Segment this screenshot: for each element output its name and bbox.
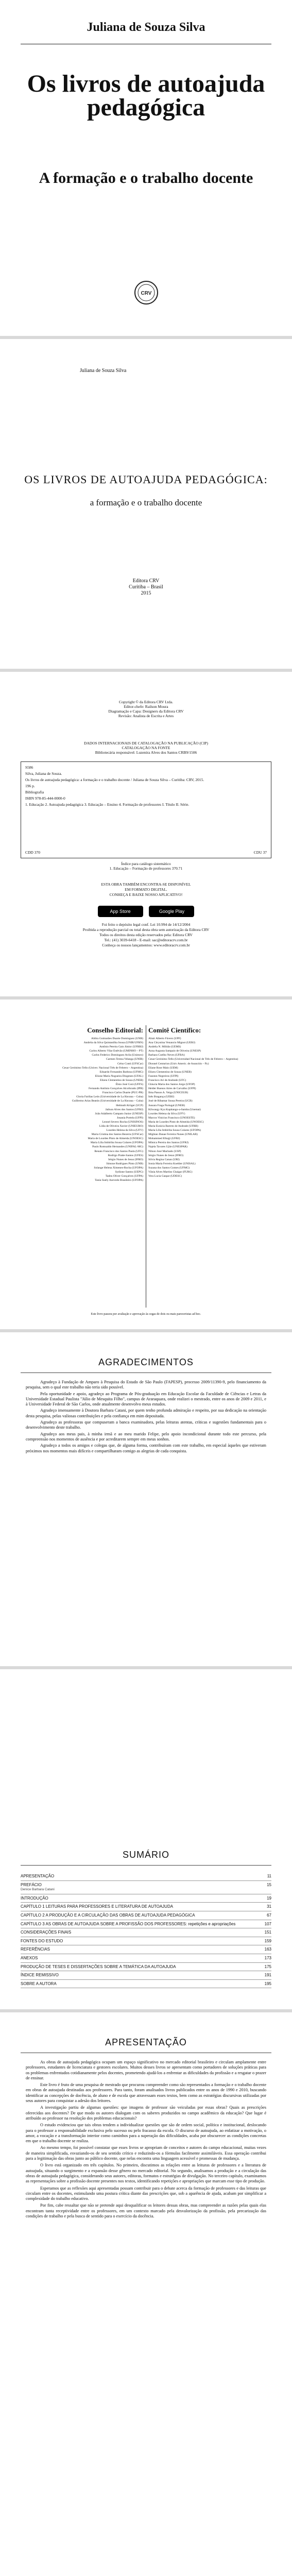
peer-review-note: Este livro passou por avaliação e aprovação às cegas de dois ou mais pareceristas ad hoc.	[91, 1313, 201, 1316]
contact-line: Foi feito o depósito legal conf. Lei 10.994 de 14/12/2004	[101, 922, 191, 927]
toc-label: CAPÍTULO 1 LEITURAS PARA PROFESSORES E LITERATURA DE AUTOAJUDA	[21, 1904, 174, 1909]
toc-page-number: 163	[264, 1947, 271, 1952]
scientific-committee-title: Comitê Científico:	[148, 1026, 201, 1034]
board-member: Helder Buenos Aires de Carvalho (UFPI)	[148, 1087, 196, 1091]
cip-line: CATALOGAÇÃO NA FONTE	[122, 745, 170, 750]
toc-label: ÍNDICE REMISSIVO	[21, 1973, 59, 1978]
board-member: Antônio Pereira Gaio Júnior (UFRRJ)	[99, 1045, 143, 1049]
acknowledgements-page	[0, 1335, 292, 1669]
board-member: Vânia Alves Martins Chaigar (FURG)	[148, 1171, 193, 1174]
scientific-committee	[148, 1026, 271, 1178]
board-member: Altair Alberto Fávero (UPF)	[148, 1037, 181, 1040]
catalog-cdd: CDD 370	[25, 850, 40, 855]
digital-notice-line: ESTA OBRA TAMBÉM ENCONTRA-SE DISPONÍVEL	[101, 882, 191, 887]
summary-heading: SUMÁRIO	[122, 1850, 169, 1860]
paragraph: Pela oportunidade e apoio, agradeço ao Programa de Pós-graduação em Educação Escolar da Faculdade de Ciências e Letras da Universidade Estadual Paulista "Júlio de Mesquita Filho", campus de Araraquara, onde realizei o mestrado, entre os anos de 2009 e 2011, e à Universidade Federal de São Carlos, onde atualmente desenvolvo meus estudos.	[26, 1391, 266, 1407]
board-member: Suzana dos Santos Gomes (UFMG)	[148, 1166, 190, 1170]
toc-label: SOBRE A AUTORA	[21, 1981, 57, 1986]
title-page-imprint	[0, 578, 292, 597]
toc-page-number: 19	[267, 1895, 271, 1901]
paragraph: A investigação partiu de algumas questões: que imagens de professor são veiculadas por essas obras? Quais as prescrições oferecidas aos docentes? De que modo os autores dialogam com os saberes produzidos no campo acadêmico da educação? Que lugar é atribuído ao professor na resolução dos problemas educacionais?	[26, 2105, 266, 2121]
table-of-contents	[21, 1872, 271, 1988]
catalog-card	[21, 761, 271, 858]
board-member: Tania Suely Azevedo Brasileiro (UFOPA)	[95, 1179, 143, 1182]
app-badges	[0, 906, 292, 917]
toc-label: REFERÊNCIAS	[21, 1947, 50, 1952]
board-member: Sydione Santos (UEPG)	[115, 1171, 143, 1174]
toc-page-number: 107	[264, 1921, 271, 1926]
toc-label: CAPÍTULO 3 AS OBRAS DE AUTOAJUDA SOBRE A PROFISSÃO DOS PROFESSORES: repetições e apropriações	[21, 1921, 236, 1926]
board-member: Maria de Lourdes Pinto de Almeida (UNOESC)	[148, 1120, 204, 1124]
board-member: Gloria Fariñas León (Universidade de La Havana – Cuba)	[76, 1095, 143, 1099]
toc-entry[interactable]	[21, 1872, 271, 1881]
board-member: Celso Conti (UFSCar)	[117, 1062, 143, 1065]
toc-entry[interactable]	[21, 1911, 271, 1920]
presentation-heading: APRESENTAÇÃO	[105, 2037, 187, 2047]
board-member: Carlos Alberto Vilar Estêvão (UMINHO – PT)	[89, 1049, 143, 1053]
catalog-pages: 196 p.	[25, 784, 35, 788]
catalog-subjects: 1. Educação 2. Autoajuda pedagógica 3. Educação – Ensino 4. Formação de professores I. Título II. Série.	[25, 802, 190, 807]
board-member: José de Ribamar Sousa Pereira (UCB)	[148, 1099, 193, 1103]
paragraph: Agradeço aos meus pais, à minha irmã e ao meu marido Felipe, pelo apoio incondicional durante todo este percurso, pela compreensão nos momentos de ausência e por acreditarem sempre em meus sonhos.	[26, 1431, 266, 1442]
toc-entry[interactable]	[21, 1963, 271, 1972]
board-member: Jailson Alves dos Santos (UFRJ)	[105, 1108, 143, 1111]
index-entry: 1. Educação – Formação de professores 370.71	[109, 866, 183, 871]
board-member: Carmen Tereza Velanga (UNIR)	[106, 1058, 143, 1061]
board-member: Marcos Vinicius Francisco (UNOESTE)	[148, 1116, 195, 1120]
toc-page-number: 67	[267, 1912, 271, 1918]
board-member: Elizeu Clementino de Souza (UNEB)	[148, 1070, 192, 1074]
title-page-author: Juliana de Souza Silva	[80, 368, 127, 374]
board-member: Elizeu Clementino de Souza (UNEB)	[100, 1078, 143, 1082]
index-title: Índice para catálogo sistemático	[121, 861, 171, 866]
paragraph: Agradeço imensamente à Doutora Barbara Catani, por quem tenho profunda admiração e respeito, por sua dedicação na orientação desta pesquisa, pelas valiosas contribuições e pela confiança em mim depositada.	[26, 1408, 266, 1418]
website-link[interactable]: Conheça os nossos lançamentos: www.editoracrv.com.br	[102, 943, 190, 947]
board-member: Lídia de Oliveira Xavier (UNIEURO)	[99, 1124, 143, 1128]
contact-line: Todos os direitos desta edição reservados pela: Editora CRV	[99, 933, 193, 937]
toc-label: PRODUÇÃO DE TESES E DISSERTAÇÕES SOBRE A TEMÁTICA DA AUTOAJUDA	[21, 1964, 176, 1969]
paragraph: Este livro é fruto de uma pesquisa de mestrado que procurou compreender como são representados a formação e o trabalho docente em obras de autoajuda destinadas aos professores. Para tanto, foram analisados livros publicados entre os anos de 1990 e 2010, buscando identificar as concepções de docência, de aluno e de escola que atravessam esses textos, bem como as estratégias discursivas utilizadas por seus autores para conquistar a adesão dos leitores.	[26, 2082, 266, 2104]
board-member: Mônica Pereira dos Santos (UFRJ)	[148, 1141, 188, 1145]
digital-notice-line: EM FORMATO DIGITAL.	[125, 887, 167, 892]
board-member: Guillermo Arias Beatón (Universidade de La Havana – Cuba)	[72, 1099, 143, 1103]
board-member: Silvia Regina Canan (URI)	[148, 1158, 180, 1161]
board-member: Andréia da Silva Quintanilha Sousa (UNIR/UFRN)	[83, 1041, 143, 1045]
toc-entry[interactable]	[21, 1881, 271, 1894]
contact-line: Proibida a reprodução parcial ou total desta obra sem autorização da Editora CRV	[82, 927, 210, 932]
board-member: Aldira Guimarães Duarte Domínguez (UNB)	[91, 1037, 143, 1040]
board-member: Eliane Rose Maio (UEM)	[148, 1066, 178, 1070]
cover-author: Juliana de Souza Silva	[87, 21, 205, 34]
paragraph: Agradeço à Fundação de Amparo à Pesquisa do Estado de São Paulo (FAPESP), processo 2009/11390-9, pelo financiamento da pesquisa, sem o qual este trabalho não teria sido possível.	[26, 1380, 266, 1390]
copyright-line: Copyright © da Editora CRV Ltda.	[119, 700, 173, 704]
catalog-cdu: CDU 37	[253, 850, 267, 855]
board-member: Jussara Fraga Portugal (UNEB)	[148, 1104, 185, 1107]
board-member: Rodrigo Pratte-Santos (UFES)	[108, 1154, 143, 1157]
board-member: Sonia Maria Ferreira Koehler (UNISAL)	[148, 1162, 196, 1165]
board-member: Maria de Lourdes Pinto de Almeida (UNOESC)	[88, 1137, 143, 1141]
toc-entry[interactable]	[21, 1937, 271, 1946]
board-member: Diosnel Centurion (Univ Americ. de Asunción – Py)	[148, 1062, 209, 1065]
contact-line: Tel.: (41) 3039-6418 - E-mail: sac@editoracrv.com.br	[104, 938, 188, 942]
review-line: Revisão: Analista de Escrita e Artes	[118, 714, 174, 718]
board-member: Helmuth Krüger (UCP)	[116, 1104, 143, 1107]
toc-page-number: 31	[267, 1904, 271, 1909]
google-play-badge[interactable]: Google Play	[149, 906, 194, 917]
board-member: Élsio José Corá (UFFS)	[115, 1083, 143, 1087]
toc-author: Denice Barbara Catani	[21, 1888, 55, 1892]
board-member: Leonel Severo Rocha (UNISINOS)	[102, 1120, 143, 1124]
cip-line: Bibliotecária responsável: Luzenira Alves dos Santos CRB9/1506	[95, 750, 197, 755]
heading-rule	[21, 1372, 271, 1373]
toc-page-number: 15	[267, 1882, 271, 1887]
toc-label: APRESENTAÇÃO	[21, 1874, 55, 1878]
credits-block	[0, 700, 292, 718]
paragraph: Por fim, cabe ressaltar que não se pretende aqui desqualificar os leitores dessas obras, mas compreender as razões pelas quais elas encontram tanta receptividade entre os professores, em um contexto marcado pela desvalorização da profissão, pela precarização das condições de trabalho e pela busca de sentido para o exercício da docência.	[26, 2203, 266, 2219]
publisher-logo-text: CRV	[141, 291, 152, 296]
toc-label: INTRODUÇÃO	[21, 1895, 48, 1901]
board-member: Anna Augusta Sampaio de Oliveira (UNESP)	[148, 1049, 201, 1053]
board-member: Elione Maria Nogueira Diogenes (UFAL)	[95, 1074, 143, 1078]
toc-label: FONTES DO ESTUDO	[21, 1938, 63, 1943]
toc-label: CAPÍTULO 2 A PRODUÇÃO E A CIRCULAÇÃO DAS OBRAS DE AUTOAJUDA PEDAGÓGICA	[21, 1912, 195, 1918]
publisher-place: Curitiba – Brasil	[129, 584, 163, 590]
cip-header	[21, 741, 271, 755]
board-member: Andréia N. Militão (UEMS)	[148, 1045, 181, 1049]
board-member: Nilson José Machado (USP)	[148, 1149, 181, 1153]
editorial-board-page	[0, 1003, 292, 1332]
paragraph: O livro está organizado em três capítulos. No primeiro, discutimos as relações entre as leituras de professores e a literatura de autoajuda, situando o surgimento e a expansão desse gênero no mercado editorial. No segundo, analisamos a produção e a circulação das obras de autoajuda pedagógica, considerando seus autores, editoras, formatos e estratégias de divulgação. No terceiro capítulo, examinamos as representações sobre a profissão docente presentes nos textos, identificando repetições e apropriações que marcam esse tipo de produção.	[26, 2163, 266, 2184]
board-member: Paulo Romualdo Hernandes (UNIFAL-MG)	[92, 1145, 143, 1149]
catalog-code: S586	[25, 765, 33, 770]
toc-page-number: 195	[264, 1981, 271, 1986]
scientific-committee-list	[148, 1037, 271, 1178]
toc-entry[interactable]	[21, 1980, 271, 1989]
editorial-council-title: Conselho Editorial:	[87, 1026, 143, 1034]
board-member: Mohammed Elhajji (UFRJ)	[148, 1137, 180, 1141]
editor-line: Editor-chefe: Railson Moura	[124, 704, 168, 709]
toc-entry[interactable]	[21, 1928, 271, 1937]
toc-page-number: 173	[264, 1955, 271, 1960]
acknowledgements-heading: AGRADECIMENTOS	[98, 1357, 194, 1367]
contact-block	[0, 922, 292, 948]
board-member: Maria Cristina dos Santos Bezerra (UFSCar)	[91, 1133, 143, 1137]
paragraph: As obras de autoajuda pedagógica ocupam um espaço significativo no mercado editorial brasileiro e circulam amplamente entre professores, estudantes de licenciatura e gestores escolares. Muitos desses livros se apresentam como portadores de soluções práticas para os problemas enfrentados cotidianamente pelos docentes, prometendo ajudá-los a enfrentar as dificuldades da profissão e a resgatar o prazer de ensinar.	[26, 2060, 266, 2080]
catalog-title: Os livros de autoajuda pedagógica: a formação e o trabalho docente / Juliana de Souza Silva – Curitiba: CRV, 2015.	[25, 777, 204, 782]
board-member: Kilwangy Kya Kapitango-a-Samba (Unemat)	[148, 1108, 201, 1111]
toc-page-number: 159	[264, 1938, 271, 1943]
design-line: Diagramação e Capa: Designers da Editora CRV	[108, 709, 184, 714]
publication-year: 2015	[141, 590, 151, 596]
paragraph: Esperamos que as reflexões aqui apresentadas possam contribuir para o debate acerca da formação de professores e das leituras que circulam entre os docentes, estimulando uma postura crítica diante das prescrições que, sob a aparência de ajuda, acabam por simplificar a complexidade do trabalho educativo.	[26, 2185, 266, 2201]
app-store-badge[interactable]: App Store	[98, 906, 143, 917]
title-page-title: OS LIVROS DE AUTOAJUDA PEDAGÓGICA:	[24, 473, 268, 486]
digital-notice-line: CONHEÇA E BAIXE NOSSO APLICATIVO!	[109, 892, 183, 897]
presentation-body	[26, 2060, 266, 2221]
toc-entry[interactable]	[21, 1945, 271, 1954]
board-member: Eduardo Fernandes Barbosa (UFMG)	[99, 1070, 143, 1074]
board-member: Fauston Negreiros (UFPI)	[148, 1074, 179, 1078]
board-member: Cesar Gerónimo Tello (Universidad Nacional de Três de Febrero – Argentina)	[148, 1058, 238, 1061]
toc-entry[interactable]	[21, 1920, 271, 1929]
board-member: Míghian Danae Ferreira Nunes (UNILAB)	[148, 1133, 198, 1137]
toc-entry[interactable]	[21, 1971, 271, 1980]
board-member: Maria Eurácia Barreto de Andrade (UFRB)	[148, 1124, 198, 1128]
board-member: Cesar Gerónimo Tello (Univer. Nacional Três de Febrero – Argentina)	[62, 1066, 143, 1070]
cover-title: Os livros de autoajuda pedagógica	[27, 70, 265, 121]
copyright-page	[0, 675, 292, 999]
board-member: Francisco Ari de Andrade (UFC)	[148, 1078, 186, 1082]
toc-label: PREFÁCIO	[21, 1882, 42, 1887]
toc-label: ANEXOS	[21, 1955, 38, 1960]
cover-subtitle: A formação e o trabalho docente	[39, 170, 253, 187]
board-member: Ana Chrystina Venancio Mignot (UERJ)	[148, 1041, 195, 1045]
toc-entry[interactable]	[21, 1954, 271, 1963]
toc-page-number: 175	[264, 1964, 271, 1969]
publisher-logo-icon	[133, 279, 160, 306]
board-member: Maria Lília Imbiriba Sousa Colares (UFOPA)	[90, 1141, 143, 1145]
cover-page	[0, 0, 292, 339]
editorial-council	[21, 1026, 143, 1182]
board-member: Maria Lília Imbiriba Sousa Colares (UFOPA)	[148, 1129, 201, 1132]
board-member: João Adalberto Campato Junior (UNESP)	[95, 1112, 143, 1115]
presentation-page	[0, 2015, 292, 2576]
board-member: Solange Helena Ximenes-Rocha (UFOPA)	[94, 1166, 143, 1170]
acknowledgements-body	[26, 1380, 266, 1455]
board-member: Sérgio Nunes de Jesus (IFRO)	[148, 1154, 183, 1157]
board-member: Lourdes Helena da Silva (UFV)	[106, 1129, 143, 1132]
title-page	[0, 342, 292, 672]
board-member: Simone Rodrigues Pinto (UNB)	[106, 1162, 143, 1165]
board-member: Josania Portela (UFPI)	[117, 1116, 143, 1120]
heading-rule	[21, 1865, 271, 1866]
systematic-index	[0, 861, 292, 871]
catalog-author: Silva, Juliana de Souza.	[25, 771, 62, 776]
toc-page-number: 11	[267, 1874, 271, 1878]
board-member: Francisco Carlos Duarte (PUC-PR)	[102, 1091, 143, 1095]
board-member: Gláucia Maria dos Santos Jorge (UFOP)	[148, 1083, 195, 1087]
paragraph: Agradeço as professoras que compuseram a banca examinadora, pelas leituras atentas, críticas e sugestões fundamentais para o desenvolvimento deste trabalho.	[26, 1420, 266, 1430]
toc-entry[interactable]	[21, 1903, 271, 1911]
paragraph: O estudo evidenciou que tais obras tendem a individualizar questões que são de ordem social, política e institucional, deslocando para o professor a responsabilidade exclusiva pelo sucesso ou pelo fracasso da escola. O discurso de autoajuda, ao enfatizar a motivação, o amor, a vocação e a transformação interior como caminhos para a superação das dificuldades, acaba por obscurecer as condições concretas em que o trabalho docente se realiza.	[26, 2123, 266, 2144]
board-member: Lourdes Helena da Silva (UFV)	[148, 1112, 185, 1115]
board-member: Vera Lucia Gaspar (UDESC)	[148, 1175, 182, 1178]
toc-page-number: 191	[264, 1973, 271, 1978]
board-member: Najela Tavares Ujiie (UNESPAR)	[148, 1145, 187, 1149]
cip-line: DADOS INTERNACIONAIS DE CATALOGAÇÃO NA PUBLICAÇÃO (CIP)	[83, 741, 209, 745]
summary-page	[0, 1672, 292, 2012]
board-member: Ilma Passos A. Veiga (UNICEUB)	[148, 1091, 188, 1095]
board-member: Carlos Federico Dominguez Avila (Unieuro)	[92, 1054, 143, 1057]
board-member: Sérgio Nunes de Jesus (IFRO)	[108, 1158, 143, 1161]
title-page-subtitle: a formação e o trabalho docente	[90, 498, 202, 507]
catalog-bibliography: Bibliografia	[25, 790, 44, 794]
publisher-name: Editora CRV	[132, 578, 160, 584]
catalog-isbn: ISBN 978-85-444-0000-0	[25, 796, 65, 801]
toc-entry[interactable]	[21, 1894, 271, 1903]
board-member: Fernando Antônio Gonçalves Alcoforado (IPB)	[89, 1087, 143, 1091]
toc-label: CONSIDERAÇÕES FINAIS	[21, 1930, 72, 1935]
board-member: Renato Francisco dos Santos Paula (UFG)	[94, 1149, 143, 1153]
paragraph: Ao mesmo tempo, foi possível constatar que esses livros se apropriam de conceitos e autores do campo educacional, muitas vezes de maneira simplificada, esvaziando-os de seu sentido crítico e reduzindo-os a fórmulas facilmente assimiláveis. Essa operação contribui para a legitimação das obras junto ao público docente, que nelas encontra uma linguagem acessível e promessas de mudança.	[26, 2145, 266, 2161]
board-member: Tadeu Oliver Gonçalves (UFPA)	[105, 1175, 143, 1178]
toc-page-number: 151	[264, 1930, 271, 1935]
digital-notice	[21, 882, 271, 897]
editorial-council-list	[21, 1037, 143, 1182]
board-member: Inês Bragança (UERJ)	[148, 1095, 175, 1099]
board-member: Barbara Coelho Neves (UFBA)	[148, 1054, 185, 1057]
paragraph: Agradeço a todos os amigos e colegas que, de alguma forma, contribuíram com este trabalho, em especial àqueles que estiveram próximos nos momentos mais difíceis e compartilharam comigo as alegrias de cada conquista.	[26, 1443, 266, 1453]
